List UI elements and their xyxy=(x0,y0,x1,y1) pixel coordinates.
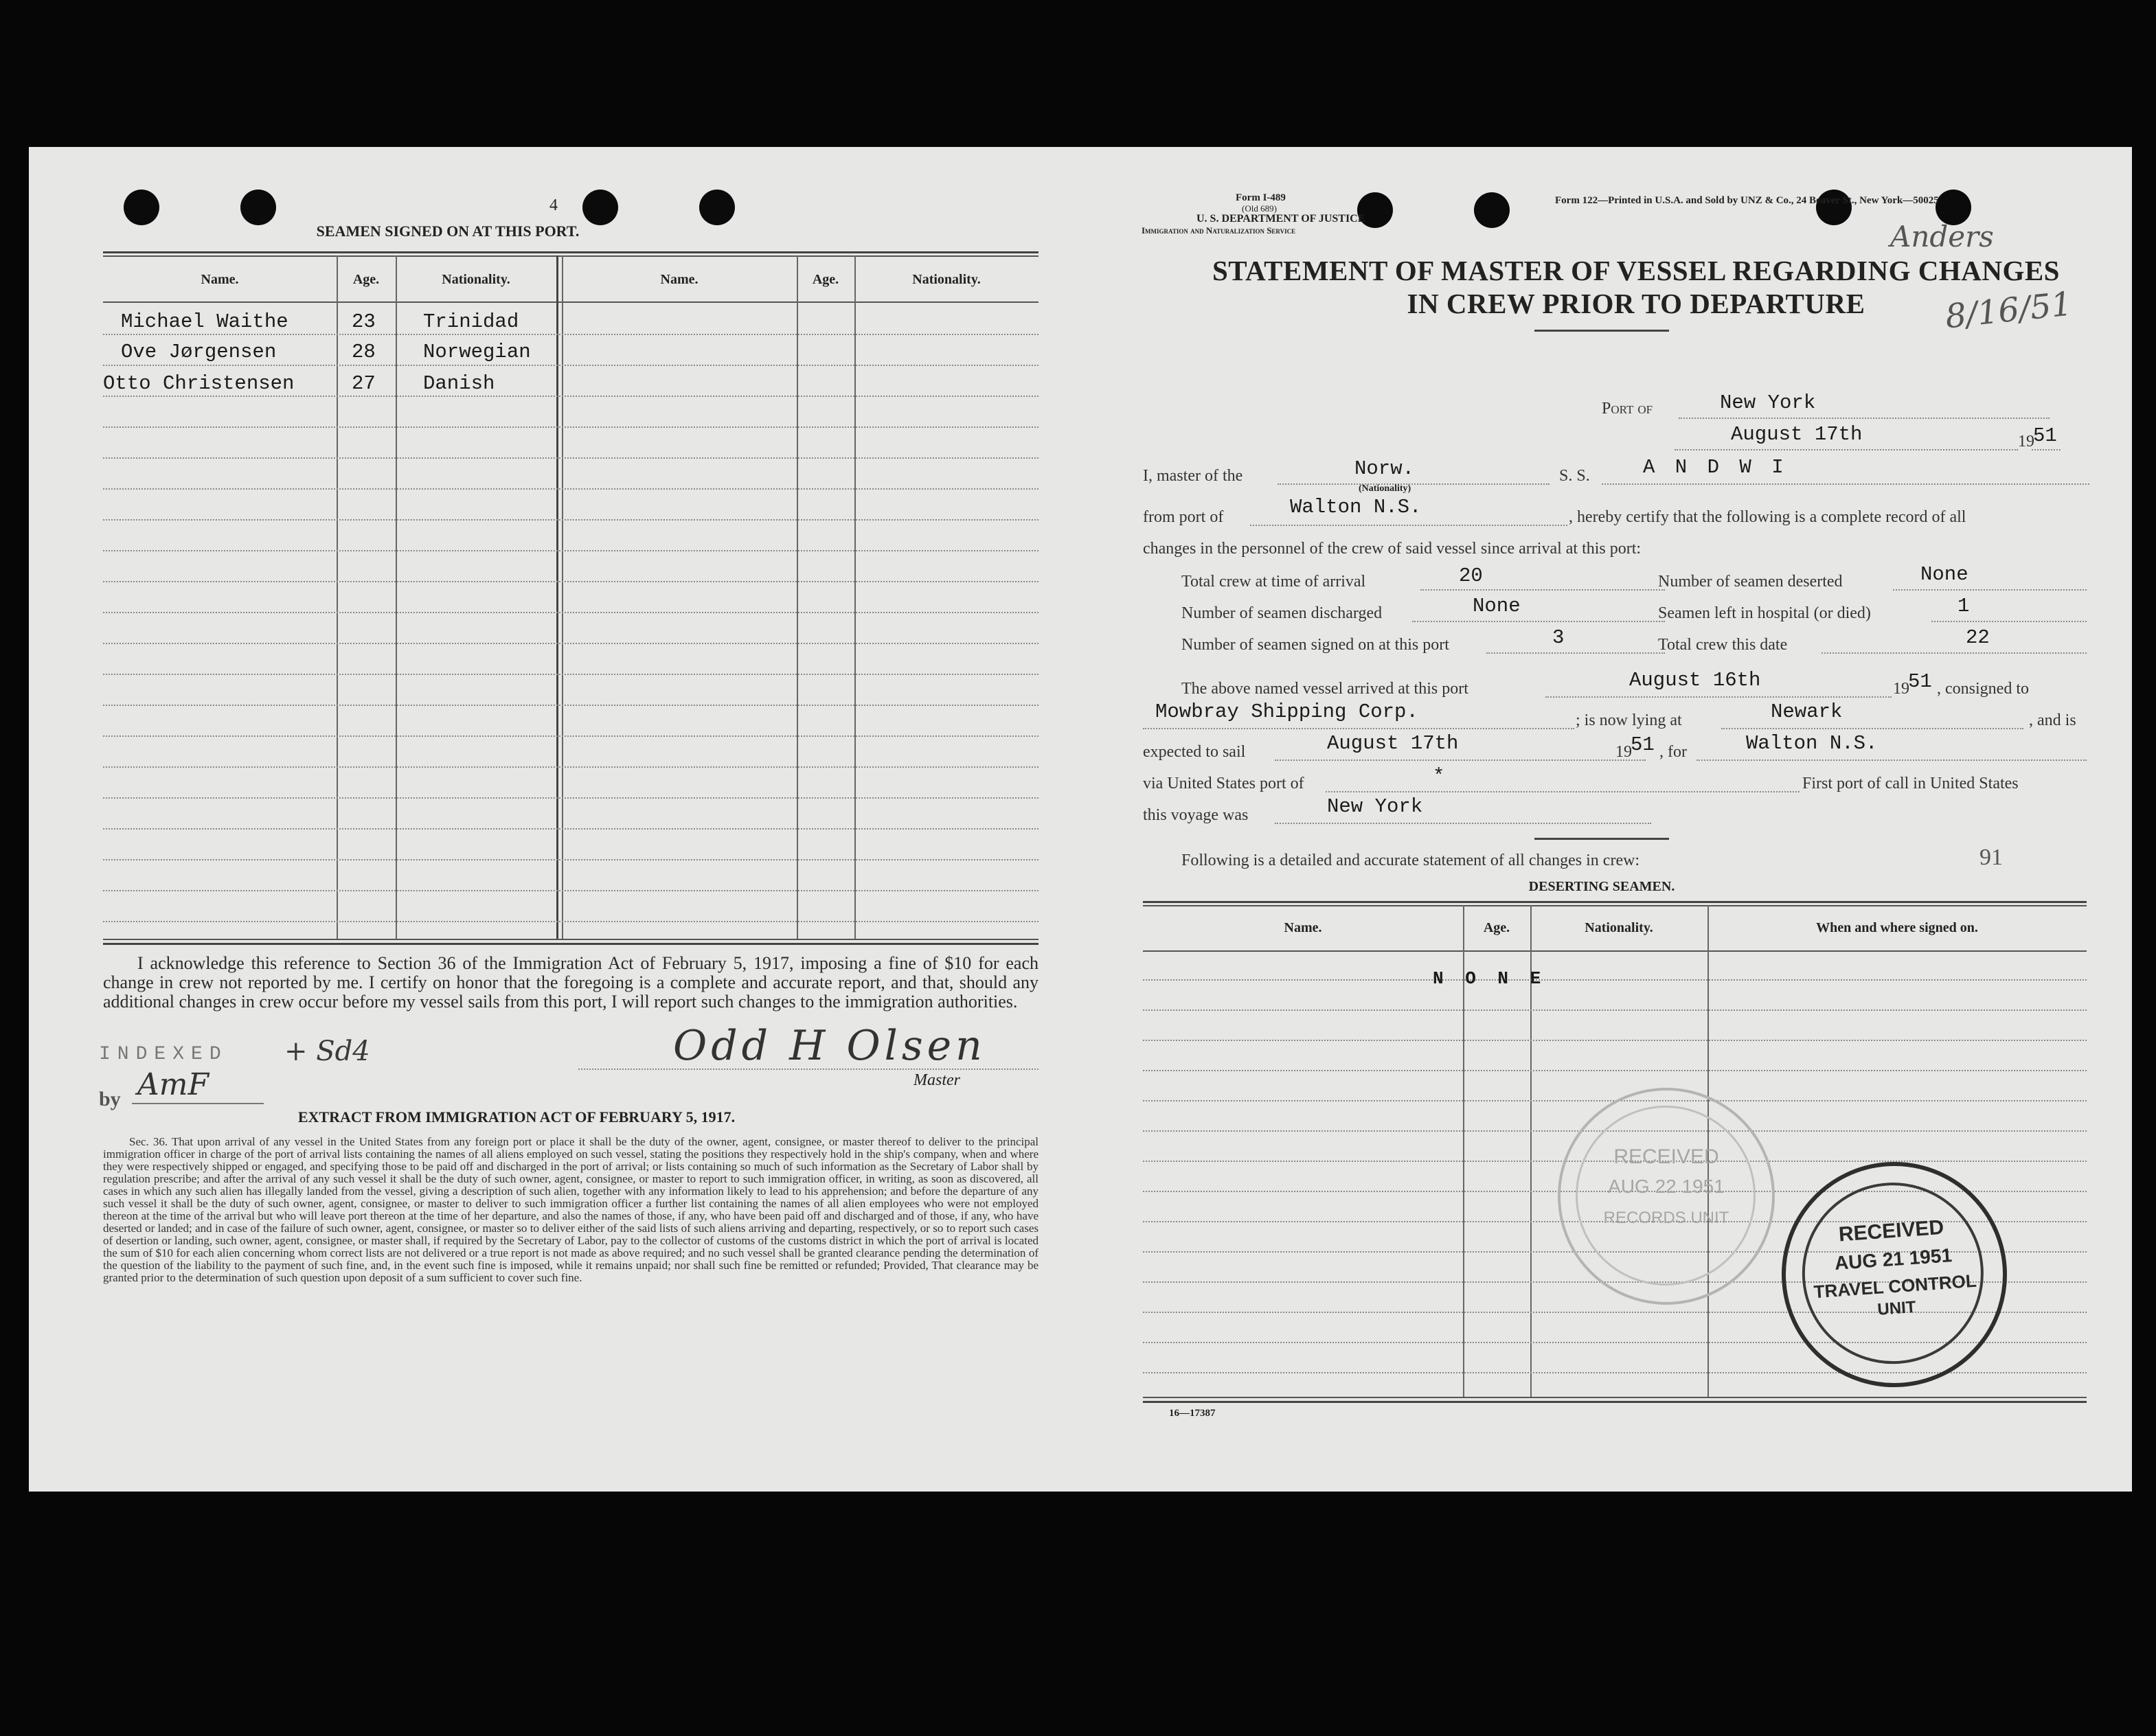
total-crew-arrival-value: 20 xyxy=(1459,564,1483,587)
seaman-nationality: Danish xyxy=(423,372,495,395)
lying-at-value: Newark xyxy=(1771,700,1843,723)
first-port-label: First port of call in United States xyxy=(1802,775,2019,792)
acknowledgement-text: I acknowledge this reference to Section 36 of the Immigration Act of February 5, 1917, imposing a fine of $10 for each change in crew not reported by me. I certify on honor that the foregoing is a complete and accurate report, and that, should any additional changes in crew occur before my vessel sails from this port, I will report such changes to the immigration authorities. xyxy=(103,953,1039,1012)
col-age-header: Age. xyxy=(352,272,380,287)
and-is-label: , and is xyxy=(2029,711,2076,729)
deserting-col-age: Age. xyxy=(1483,920,1510,935)
deserting-col-nationality: Nationality. xyxy=(1585,920,1653,935)
page-number: 4 xyxy=(549,196,558,214)
col-nationality-header: Nationality. xyxy=(442,272,510,287)
col-nationality-header-2: Nationality. xyxy=(912,272,981,287)
stamp2-line3: TRAVEL CONTROL xyxy=(1813,1270,1977,1303)
discharged-value: None xyxy=(1473,595,1521,617)
department: U. S. DEPARTMENT OF JUSTICE xyxy=(1196,213,1365,225)
indexed-stamp: INDEXED xyxy=(99,1044,228,1065)
stamp2-line4: UNIT xyxy=(1876,1297,1917,1319)
seaman-age: 23 xyxy=(352,310,376,333)
total-crew-date-value: 22 xyxy=(1966,626,1990,649)
total-crew-arrival-label: Total crew at time of arrival xyxy=(1181,573,1366,591)
for-label: , for xyxy=(1659,743,1687,761)
by-initials: AmF xyxy=(137,1067,209,1102)
certify-text-1: , hereby certify that the following is a complete record of all xyxy=(1569,508,1966,526)
deserting-none-entry: N O N E xyxy=(1433,968,1547,989)
by-label: by xyxy=(99,1088,121,1110)
nationality-value: Norw. xyxy=(1354,457,1415,480)
master-label: Master xyxy=(914,1071,960,1089)
following-label: Following is a detailed and accurate statement of all changes in crew: xyxy=(1181,852,1640,869)
document-paper xyxy=(29,147,2132,1492)
handwritten-date: 8/16/51 xyxy=(1943,284,2074,336)
form-old: (Old 689) xyxy=(1242,203,1277,214)
service: Immigration and Naturalization Service xyxy=(1142,225,1296,236)
seaman-age: 28 xyxy=(352,341,376,363)
arrived-year: 51 xyxy=(1908,670,1932,693)
extract-title: EXTRACT FROM IMMIGRATION ACT OF FEBRUARY 5, 1917. xyxy=(297,1108,736,1126)
sail-for-value: Walton N.S. xyxy=(1746,732,1878,755)
punch-hole xyxy=(699,190,735,225)
seaman-name: Otto Christensen xyxy=(103,372,295,395)
deserting-col-signed-on: When and where signed on. xyxy=(1816,920,1978,935)
via-label: via United States port of xyxy=(1143,775,1304,792)
deserted-label: Number of seamen deserted xyxy=(1658,573,1843,591)
form-title-line2: IN CREW PRIOR TO DEPARTURE xyxy=(1407,288,1865,319)
form-id: Form I-489 xyxy=(1236,192,1286,203)
expected-label: expected to sail xyxy=(1143,743,1246,761)
seaman-nationality: Norwegian xyxy=(423,341,531,363)
punch-hole xyxy=(240,190,276,225)
arrived-year-prefix: 19 xyxy=(1893,680,1909,698)
seaman-nationality: Trinidad xyxy=(423,310,519,333)
received-stamp-records xyxy=(1558,1088,1775,1305)
port-of-value: New York xyxy=(1720,391,1816,414)
stamp1-line1: RECEIVED xyxy=(1613,1145,1719,1168)
deserted-value: None xyxy=(1920,563,1968,586)
year-value: 51 xyxy=(2033,424,2057,447)
hospital-value: 1 xyxy=(1958,595,1970,617)
punch-hole xyxy=(124,190,159,225)
col-age-header-2: Age. xyxy=(812,272,839,287)
year-prefix: 19 xyxy=(2018,433,2034,450)
footer-code: 16—17387 xyxy=(1169,1408,1216,1419)
punch-hole xyxy=(582,190,618,225)
sail-year: 51 xyxy=(1631,733,1655,756)
discharged-label: Number of seamen discharged xyxy=(1181,604,1383,622)
vessel-name: A N D W I xyxy=(1643,456,1788,479)
hospital-label: Seamen left in hospital (or died) xyxy=(1658,604,1871,622)
consigned-label: , consigned to xyxy=(1937,680,2029,698)
via-port-value: * xyxy=(1433,765,1445,788)
form-title-line1: STATEMENT OF MASTER OF VESSEL REGARDING CHANGES xyxy=(1212,255,2060,286)
nationality-label: (Nationality) xyxy=(1359,483,1411,494)
date-value: August 17th xyxy=(1731,423,1863,446)
arrived-date: August 16th xyxy=(1629,669,1761,692)
from-port-label: from port of xyxy=(1143,508,1224,526)
certify-text-2: changes in the personnel of the crew of said vessel since arrival at this port: xyxy=(1143,540,1642,558)
ss-label: S. S. xyxy=(1559,467,1590,485)
signed-on-value: 3 xyxy=(1552,626,1565,649)
consignee-value: Mowbray Shipping Corp. xyxy=(1155,700,1418,723)
sail-date: August 17th xyxy=(1327,732,1459,755)
deserting-title: DESERTING SEAMEN. xyxy=(1528,879,1675,894)
stamp2-line1: RECEIVED xyxy=(1837,1215,1945,1246)
seaman-age: 27 xyxy=(352,372,376,395)
total-crew-date-label: Total crew this date xyxy=(1658,636,1788,654)
printer-note: Form 122—Printed in U.S.A. and Sold by UNZ & Co., 24 Beaver St., New York—50025 xyxy=(1555,195,1939,206)
port-of-label: Port of xyxy=(1602,400,1653,418)
voyage-label: this voyage was xyxy=(1143,806,1249,824)
col-name-header: Name. xyxy=(201,272,239,287)
col-name-header-2: Name. xyxy=(660,272,699,287)
master-of-label: I, master of the xyxy=(1143,467,1243,485)
arrived-label: The above named vessel arrived at this port xyxy=(1181,680,1468,698)
sail-year-prefix: 19 xyxy=(1615,743,1632,761)
stamp-number: 91 xyxy=(1979,845,2003,870)
signed-on-label: Number of seamen signed on at this port xyxy=(1181,636,1449,654)
extract-text: Sec. 36. That upon arrival of any vessel in the United States from any foreign port or place it shall be the duty of the owner, agent, consignee, or master thereof to deliver to the principal immigration officer in charge of the port of arrival lists containing the names of all aliens employed on such vessel, stating the positions they respectively hold in the ship's company, when and where they were respectively shipped or engaged, and specifying those to be paid off and discharged in the port of arrival; or lists containing so much of such information as the Secretary of Labor shall by regulation prescribe; and after the arrival of any such vessel it shall be the duty of such owner, agent, consignee, or master to report to such immigration officer, in writing, as soon as discovered, all cases in which any such alien has illegally landed from the vessel, giving a description of such alien, together with any information likely to lead to his apprehension; and before the departure of any such vessel it shall be the duty of such owner, agent, consignee, or master to deliver to such immigration officer a further list containing the names of all alien employees who were not employed thereon at the time of the arrival but who will leave port thereon at the time of her departure, and also the names of those, if any, who have been paid off and discharged and of those, if any, who have deserted or landed; and in case of the failure of such owner, agent, consignee, or master so to deliver either of the said lists of such aliens arriving and departing, respectively, or so to report such cases of desertion or landing, such owner, agent, consignee, or master shall, if required by the Secretary of Labor, pay to the collector of customs of the customs district in which the port of arrival is located the sum of $10 for each alien concerning whom correct lists are not delivered or a true report is not made as above required; and no such vessel shall be granted clearance pending the determination of the question of the liability to the payment of such fine, and, in the event such fine is imposed, while it remains unpaid; nor shall such fine be remitted or refunded; Provided, That clearance may be granted prior to the determination of such question upon deposit of a sum sufficient to cover such fine. xyxy=(103,1135,1039,1284)
voyage-port-value: New York xyxy=(1327,795,1423,818)
stamp1-line3: RECORDS UNIT xyxy=(1603,1209,1729,1227)
master-signature: Odd H Olsen xyxy=(673,1022,986,1070)
indexed-note: + Sd4 xyxy=(284,1036,370,1067)
deserting-col-name: Name. xyxy=(1284,920,1322,935)
signed-on-title: SEAMEN SIGNED ON AT THIS PORT. xyxy=(316,222,580,240)
from-port-value: Walton N.S. xyxy=(1290,496,1422,518)
handwritten-note: Anders xyxy=(1890,220,1994,253)
seaman-name: Ove Jørgensen xyxy=(121,341,277,363)
stamp1-line2: AUG 22 1951 xyxy=(1608,1176,1725,1197)
stamp2-line2: AUG 21 1951 xyxy=(1833,1244,1953,1274)
lying-label: ; is now lying at xyxy=(1576,711,1682,729)
punch-hole xyxy=(1474,192,1510,228)
seaman-name: Michael Waithe xyxy=(121,310,288,333)
